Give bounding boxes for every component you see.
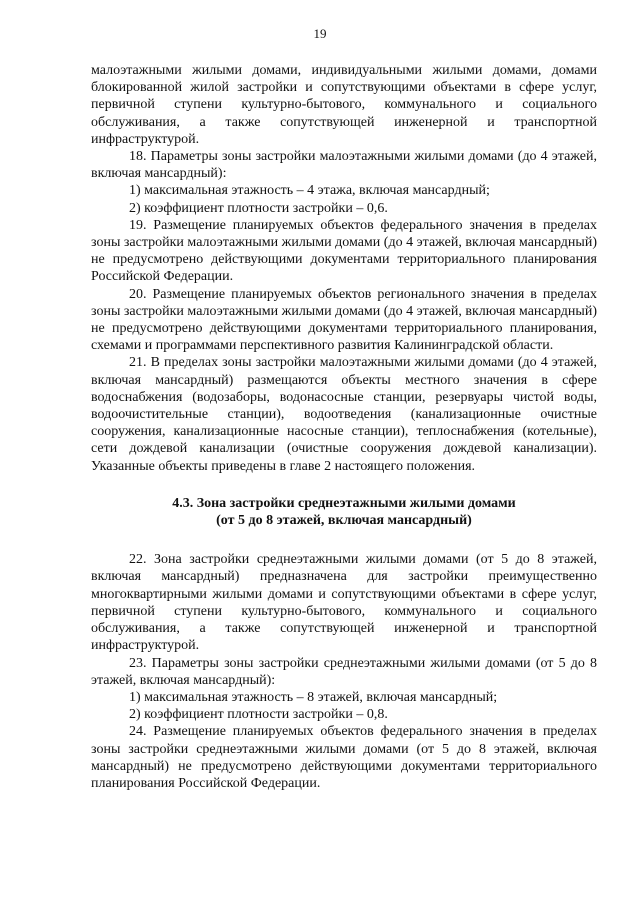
paragraph-18: 18. Параметры зоны застройки малоэтажными жилыми домами (до 4 этажей, включая мансардный):	[91, 149, 597, 182]
page-number: 19	[313, 26, 327, 41]
paragraph-21: 21. В пределах зоны застройки малоэтажными жилыми домами (до 4 этажей, включая мансардный) размещаются объекты местного значения в сфере водоснабжения (водозаборы, водонасосные станции, резервуары чистой воды, водоочистительные станции), водоотведения (канализационные очистные сооружения, канализационные насосные станции), теплоснабжения (котельные), сети дождевой канализации (очистные сооружения дождевой канализации). Указанные объекты приведены в главе 2 настоящего положения.	[91, 355, 597, 474]
section-heading-line-1: 4.3. Зона застройки среднеэтажными жилыми домами	[172, 495, 516, 511]
paragraph-19: 19. Размещение планируемых объектов федерального значения в пределах зоны застройки малоэтажными жилыми домами (до 4 этажей, включая мансардный) не предусмотрено действующими документами территориального планирования Российской Федерации.	[91, 217, 597, 285]
paragraph-24: 24. Размещение планируемых объектов федерального значения в пределах зоны застройки среднеэтажными жилыми домами (от 5 до 8 этажей, включая мансардный) не предусмотрено действующими документами территориального планирования Российской Федерации.	[91, 724, 597, 791]
list-item-23-2: 2) коэффициент плотности застройки – 0,8.	[129, 707, 388, 723]
section-heading-4-3	[91, 495, 597, 529]
section-heading-line-2: (от 5 до 8 этажей, включая мансардный)	[216, 513, 472, 529]
paragraph-22: 22. Зона застройки среднеэтажными жилыми домами (от 5 до 8 этажей, включая мансардный) предназначена для застройки преимущественно многоквартирными жилыми домами и сопутствующими объектами в сфере услуг, первичной ступени культурно-бытового, коммунального и социального обслуживания, а также сопутствующей инженерной и транспортной инфраструктурой.	[91, 552, 597, 654]
list-item-18-1: 1) максимальная этажность – 4 этажа, включая мансардный;	[129, 183, 490, 199]
list-item-23-1: 1) максимальная этажность – 8 этажей, включая мансардный;	[129, 689, 498, 705]
list-item-18-2: 2) коэффициент плотности застройки – 0,6.	[129, 200, 388, 216]
paragraph-continuation: малоэтажными жилыми домами, индивидуальными жилыми домами, домами блокированной жилой застройки и сопутствующими объектами в сфере услуг, первичной ступени культурно-бытового, коммунального и социального обслуживания, а также сопутствующей инженерной и транспортной инфраструктурой.	[91, 63, 597, 147]
paragraph-20: 20. Размещение планируемых объектов регионального значения в пределах зоны застройки малоэтажными жилыми домами (до 4 этажей, включая мансардный) не предусмотрено действующими документами территориального планирования, схемами и программами перспективного развития Калининградской области.	[91, 286, 597, 354]
paragraph-23: 23. Параметры зоны застройки среднеэтажными жилыми домами (от 5 до 8 этажей, включая мансардный):	[91, 655, 597, 688]
document-body	[91, 62, 597, 792]
